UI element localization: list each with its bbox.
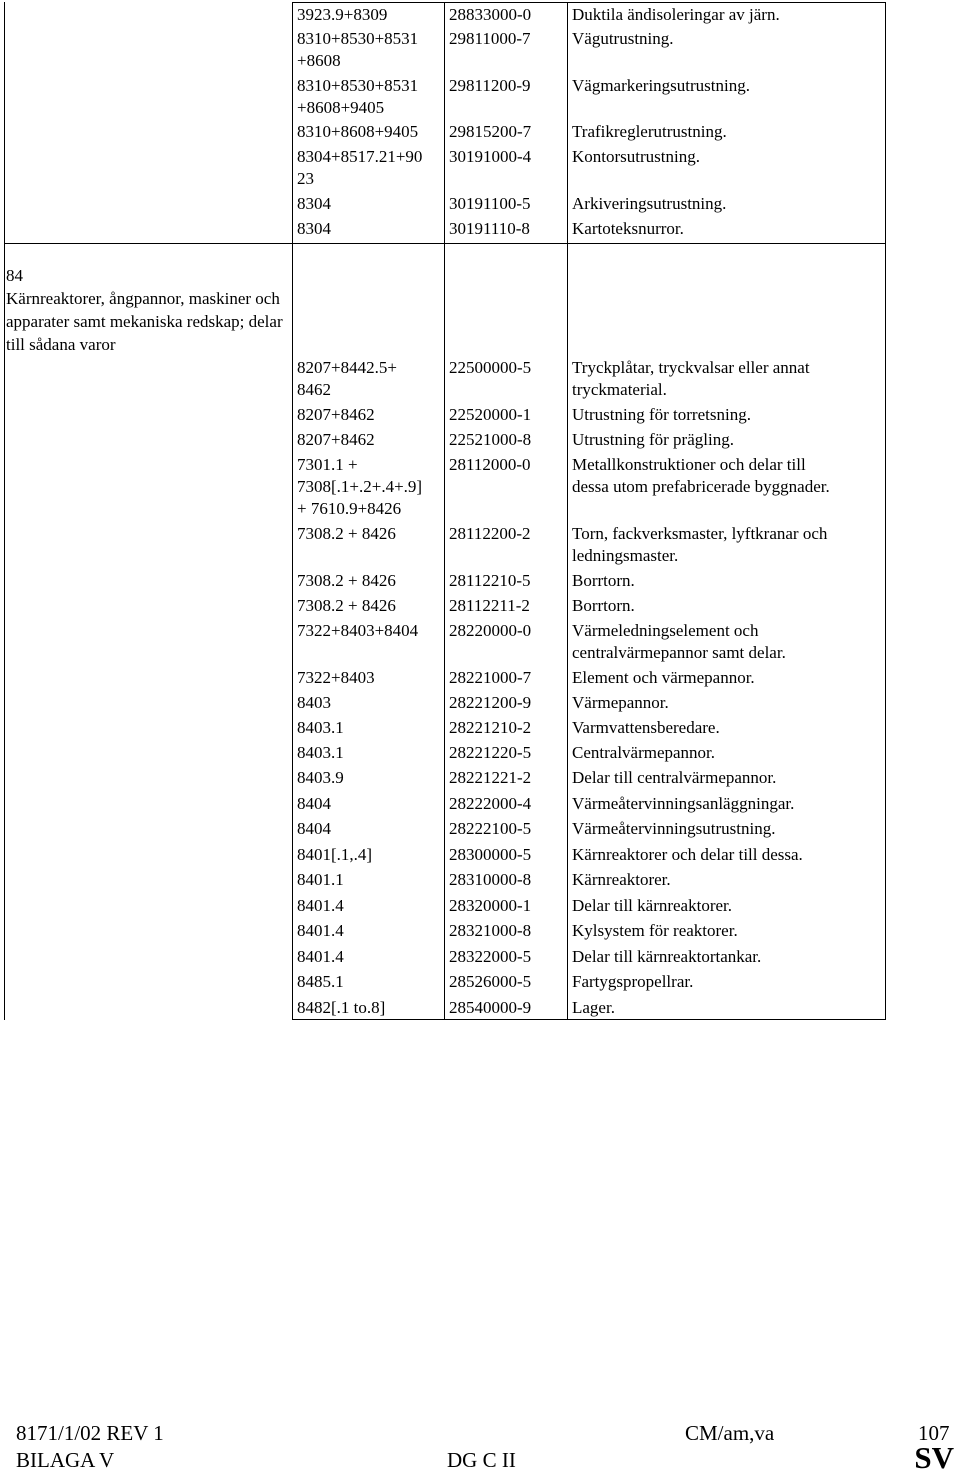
border-left-outer bbox=[4, 2, 5, 1020]
cell-desc: Kartoteksnurror. bbox=[572, 219, 684, 238]
cell-desc: Lager. bbox=[572, 998, 615, 1017]
cell-cpv: 22521000-8 bbox=[449, 430, 532, 449]
cell-hs: 8310+8608+9405 bbox=[297, 122, 419, 141]
cell-cpv: 28221200-9 bbox=[449, 693, 532, 712]
cell-hs: 8304 bbox=[297, 194, 331, 213]
page-number: 107 bbox=[918, 1421, 950, 1445]
cell-desc: Delar till centralvärmepannor. bbox=[572, 768, 777, 787]
cell-cpv: 28112200-2 bbox=[449, 524, 531, 543]
cell-hs: 3923.9+8309 bbox=[297, 5, 388, 24]
cell-hs: 8485.1 bbox=[297, 972, 344, 991]
cell-desc: Delar till kärnreaktorer. bbox=[572, 896, 733, 915]
cell-desc: Utrustning för torretsning. bbox=[572, 405, 751, 424]
doc-ref: 8171/1/02 REV 1 bbox=[16, 1421, 164, 1445]
cell-desc: Utrustning för prägling. bbox=[572, 430, 734, 449]
cell-cpv: 28220000-0 bbox=[449, 621, 532, 640]
border-bottom bbox=[292, 1019, 886, 1020]
cell-desc: Värmepannor. bbox=[572, 693, 669, 712]
dg-label: DG C II bbox=[447, 1448, 516, 1472]
cell-desc: Varmvattensberedare. bbox=[572, 718, 720, 737]
cell-desc: Kontorsutrustning. bbox=[572, 147, 700, 166]
cell-hs: 8207+8462 bbox=[297, 430, 375, 449]
cell-desc: Arkiveringsutrustning. bbox=[572, 194, 727, 213]
cell-cpv: 28112210-5 bbox=[449, 571, 531, 590]
cell-cpv: 22500000-5 bbox=[449, 358, 532, 377]
cell-cpv: 30191100-5 bbox=[449, 194, 531, 213]
cell-hs: 8401.1 bbox=[297, 870, 344, 889]
cell-hs: 8401[.1,.4] bbox=[297, 845, 373, 864]
cell-hs: 8304 bbox=[297, 219, 331, 238]
cell-hs: 7322+8403 bbox=[297, 668, 375, 687]
annex-label: BILAGA V bbox=[16, 1448, 115, 1472]
cell-desc: Borrtorn. bbox=[572, 571, 635, 590]
cell-desc: Tryckplåtar, tryckvalsar eller annat tryckmaterial. bbox=[572, 358, 810, 399]
cell-cpv: 28322000-5 bbox=[449, 947, 532, 966]
cell-cpv: 29811000-7 bbox=[449, 29, 531, 48]
cell-cpv: 28112000-0 bbox=[449, 455, 531, 474]
cell-hs: 8401.4 bbox=[297, 947, 344, 966]
cell-hs: 8207+8462 bbox=[297, 405, 375, 424]
cell-hs: 8403.9 bbox=[297, 768, 344, 787]
cell-cpv: 30191000-4 bbox=[449, 147, 532, 166]
cell-cpv: 28320000-1 bbox=[449, 896, 532, 915]
language-code: SV bbox=[914, 1440, 954, 1475]
cell-desc: Vägmarkeringsutrustning. bbox=[572, 76, 750, 95]
cell-cpv: 28221220-5 bbox=[449, 743, 532, 762]
cell-hs: 8207+8442.5+ 8462 bbox=[297, 358, 397, 399]
cell-desc: Värmeåtervinningsanläggningar. bbox=[572, 794, 795, 813]
cell-desc: Borrtorn. bbox=[572, 596, 635, 615]
border-col-cpv-desc bbox=[567, 2, 568, 1020]
cell-cpv: 28222100-5 bbox=[449, 819, 532, 838]
cell-desc: Metallkonstruktioner och delar till dessa utom prefabricerade byggnader. bbox=[572, 455, 830, 496]
border-col-hs-cpv bbox=[444, 2, 445, 1020]
initials: CM/am,va bbox=[685, 1421, 775, 1445]
cell-desc: Fartygspropellrar. bbox=[572, 972, 694, 991]
border-table-right bbox=[885, 2, 886, 1020]
cell-cpv: 28310000-8 bbox=[449, 870, 532, 889]
cell-cpv: 30191110-8 bbox=[449, 219, 530, 238]
cell-hs: 8401.4 bbox=[297, 921, 344, 940]
cell-hs: 8310+8530+8531 +8608 bbox=[297, 29, 419, 70]
cell-desc: Värmeåtervinningsutrustning. bbox=[572, 819, 776, 838]
cell-cpv: 29811200-9 bbox=[449, 76, 531, 95]
border-top-section-end bbox=[4, 243, 886, 244]
border-top bbox=[292, 2, 886, 3]
cell-desc: Värmeledningselement och centralvärmepannor samt delar. bbox=[572, 621, 786, 662]
cell-hs: 7308.2 + 8426 bbox=[297, 571, 396, 590]
cell-cpv: 28112211-2 bbox=[449, 596, 530, 615]
cell-cpv: 28321000-8 bbox=[449, 921, 532, 940]
cell-desc: Vägutrustning. bbox=[572, 29, 674, 48]
cell-hs: 8404 bbox=[297, 819, 331, 838]
cell-cpv: 28221000-7 bbox=[449, 668, 532, 687]
cell-desc: Torn, fackverksmaster, lyftkranar och ledningsmaster. bbox=[572, 524, 828, 565]
cell-hs: 8482[.1 to.8] bbox=[297, 998, 386, 1017]
cell-desc: Trafikreglerutrustning. bbox=[572, 122, 727, 141]
cell-hs: 8404 bbox=[297, 794, 331, 813]
cell-hs: 8403.1 bbox=[297, 718, 344, 737]
cell-desc: Kärnreaktorer och delar till dessa. bbox=[572, 845, 803, 864]
cell-cpv: 28540000-9 bbox=[449, 998, 532, 1017]
section-title: Kärnreaktorer, ångpannor, maskiner och apparater samt mekaniska redskap; delar till sådana varor bbox=[6, 289, 283, 354]
cell-desc: Centralvärmepannor. bbox=[572, 743, 716, 762]
cell-hs: 8304+8517.21+90 23 bbox=[297, 147, 423, 188]
cell-hs: 8403.1 bbox=[297, 743, 344, 762]
cell-desc: Kärnreaktorer. bbox=[572, 870, 671, 889]
cell-desc: Kylsystem för reaktorer. bbox=[572, 921, 738, 940]
section-number: 84 bbox=[6, 266, 23, 285]
cell-desc: Duktila ändisoleringar av järn. bbox=[572, 5, 780, 24]
cell-hs: 8401.4 bbox=[297, 896, 344, 915]
cell-hs: 7301.1 + 7308[.1+.2+.4+.9] + 7610.9+8426 bbox=[297, 455, 423, 518]
cell-hs: 7322+8403+8404 bbox=[297, 621, 419, 640]
cell-desc: Delar till kärnreaktortankar. bbox=[572, 947, 762, 966]
cell-cpv: 28222000-4 bbox=[449, 794, 532, 813]
cell-cpv: 22520000-1 bbox=[449, 405, 532, 424]
cell-hs: 7308.2 + 8426 bbox=[297, 524, 396, 543]
cell-hs: 7308.2 + 8426 bbox=[297, 596, 396, 615]
cell-hs: 8310+8530+8531 +8608+9405 bbox=[297, 76, 419, 117]
cell-desc: Element och värmepannor. bbox=[572, 668, 755, 687]
cell-cpv: 29815200-7 bbox=[449, 122, 532, 141]
cell-cpv: 28221210-2 bbox=[449, 718, 532, 737]
cell-cpv: 28221221-2 bbox=[449, 768, 532, 787]
border-table-left bbox=[292, 2, 293, 1020]
cell-cpv: 28833000-0 bbox=[449, 5, 532, 24]
cell-cpv: 28300000-5 bbox=[449, 845, 532, 864]
section-header bbox=[6, 264, 296, 356]
cell-hs: 8403 bbox=[297, 693, 331, 712]
cell-cpv: 28526000-5 bbox=[449, 972, 532, 991]
